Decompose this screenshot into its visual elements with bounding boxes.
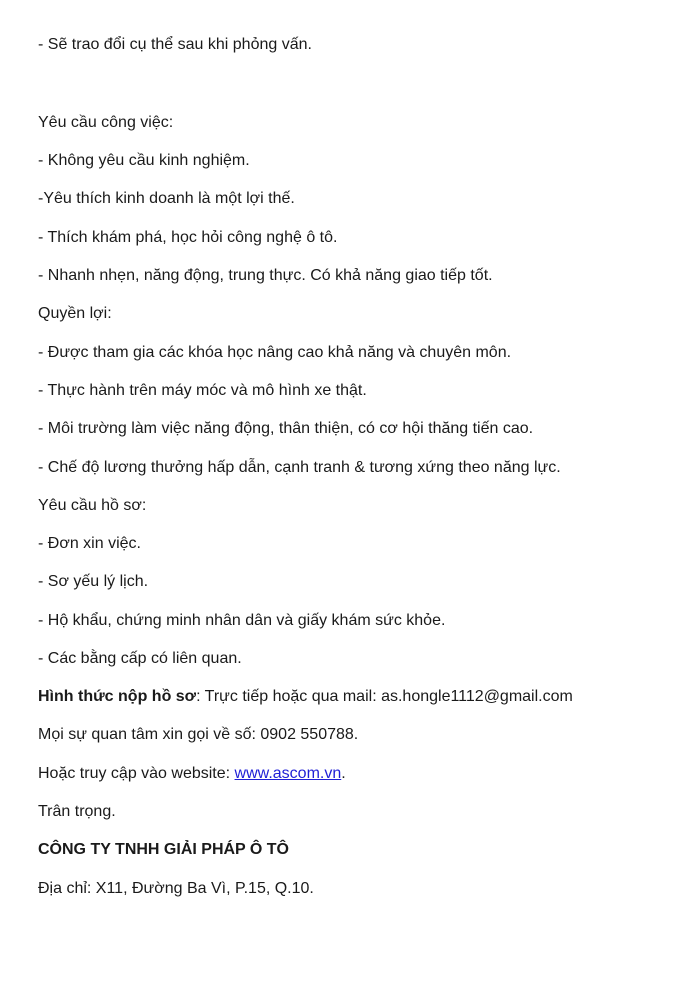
requirement-item: -Yêu thích kinh doanh là một lợi thế.: [38, 190, 295, 207]
contact-phone: Mọi sự quan tâm xin gọi về số: 0902 550788.: [38, 726, 359, 743]
application-method: [38, 687, 573, 707]
company-name: CÔNG TY TNHH GIẢI PHÁP Ô TÔ: [38, 841, 289, 858]
benefit-item: - Thực hành trên máy móc và mô hình xe thật.: [38, 382, 367, 399]
website-suffix: .: [341, 765, 346, 782]
benefit-item: - Chế độ lương thưởng hấp dẫn, cạnh tranh & tương xứng theo năng lực.: [38, 459, 561, 476]
salary-note: - Sẽ trao đổi cụ thể sau khi phỏng vấn.: [38, 36, 312, 53]
document-item: - Đơn xin việc.: [38, 535, 141, 552]
document-item: - Sơ yếu lý lịch.: [38, 573, 149, 590]
requirement-item: - Nhanh nhẹn, năng động, trung thực. Có khả năng giao tiếp tốt.: [38, 267, 493, 284]
closing-text: Trân trọng.: [38, 803, 116, 820]
requirement-item: - Không yêu cầu kinh nghiệm.: [38, 152, 250, 169]
website-link[interactable]: www.ascom.vn: [234, 765, 342, 782]
benefit-item: - Môi trường làm việc năng động, thân thiện, có cơ hội thăng tiến cao.: [38, 420, 534, 437]
website-line: [38, 764, 346, 784]
application-method-text: : Trực tiếp hoặc qua mail: as.hongle1112@gmail.com: [196, 688, 573, 705]
requirement-item: - Thích khám phá, học hỏi công nghệ ô tô.: [38, 229, 338, 246]
documents-heading: Yêu cầu hồ sơ:: [38, 497, 147, 514]
website-prefix: Hoặc truy cập vào website:: [38, 765, 235, 782]
document-item: - Hộ khẩu, chứng minh nhân dân và giấy khám sức khỏe.: [38, 612, 446, 629]
benefit-item: - Được tham gia các khóa học nâng cao khả năng và chuyên môn.: [38, 344, 512, 361]
benefits-heading: Quyền lợi:: [38, 305, 112, 322]
document-item: - Các bằng cấp có liên quan.: [38, 650, 242, 667]
requirements-heading: Yêu cầu công việc:: [38, 114, 174, 131]
company-address: Địa chỉ: X11, Đường Ba Vì, P.15, Q.10.: [38, 880, 314, 897]
application-method-label: Hình thức nộp hồ sơ: [38, 688, 197, 705]
